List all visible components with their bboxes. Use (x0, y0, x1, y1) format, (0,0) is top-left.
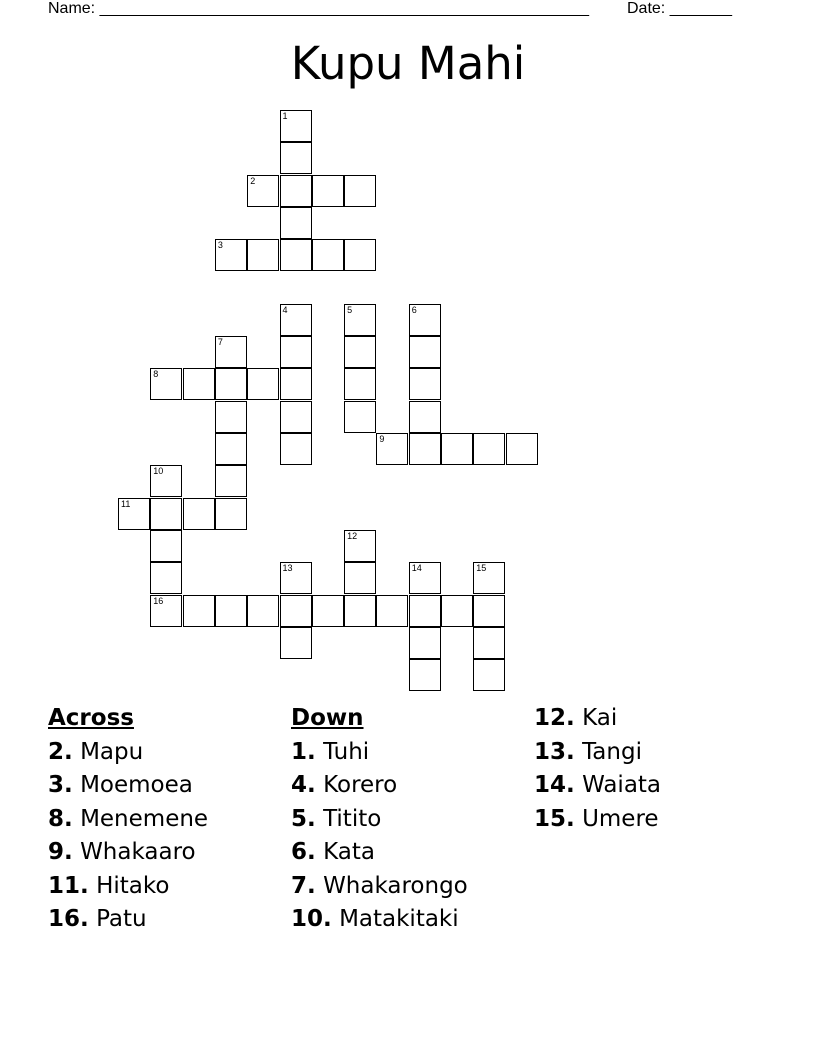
down-heading: Down (291, 705, 364, 731)
clue-down (291, 769, 468, 803)
clue-number: 3. (48, 772, 73, 798)
cell-number: 8 (153, 369, 159, 380)
crossword-cell[interactable] (280, 401, 312, 433)
crossword-cell[interactable] (280, 110, 312, 142)
crossword-cell[interactable] (183, 368, 215, 400)
clue-across (48, 736, 208, 770)
clue-number: 5. (291, 805, 316, 832)
clue-text: Hitako (96, 872, 170, 899)
crossword-cell[interactable] (183, 498, 215, 530)
crossword-cell[interactable] (150, 498, 182, 530)
clue-number: 7. (291, 872, 316, 899)
crossword-cell[interactable] (150, 530, 182, 562)
crossword-cell[interactable] (344, 562, 376, 594)
clue-text: Korero (323, 772, 398, 798)
crossword-cell[interactable] (150, 368, 182, 400)
clue-across (48, 903, 208, 937)
clue-text: Moemoea (80, 772, 193, 798)
crossword-cell[interactable] (376, 595, 408, 627)
cell-number: 15 (476, 563, 487, 574)
crossword-cell[interactable] (247, 239, 279, 271)
cell-number: 4 (282, 304, 288, 315)
crossword-cell[interactable] (312, 175, 344, 207)
clue-across (48, 769, 208, 803)
crossword-cell[interactable] (215, 336, 247, 368)
puzzle-title: Kupu Mahi (290, 37, 526, 90)
crossword-cell[interactable] (473, 433, 505, 465)
clue-number: 13. (534, 738, 575, 765)
clue-number: 1. (291, 738, 316, 765)
crossword-cell[interactable] (280, 239, 312, 271)
cell-number: 11 (121, 498, 131, 509)
crossword-cell[interactable] (473, 627, 505, 659)
clue-down (291, 903, 468, 937)
clue-down (291, 836, 468, 870)
clue-across (48, 870, 208, 904)
clue-down (534, 736, 661, 770)
crossword-cell[interactable] (215, 433, 247, 465)
crossword-cell[interactable] (409, 401, 441, 433)
clue-text: Kai (582, 705, 618, 731)
crossword-cell[interactable] (280, 304, 312, 336)
clue-text: Tuhi (323, 738, 370, 765)
across-heading: Across (48, 705, 134, 731)
clue-number: 4. (291, 772, 316, 798)
crossword-cell[interactable] (150, 465, 182, 497)
cell-number: 13 (282, 563, 293, 574)
crossword-cell[interactable] (247, 595, 279, 627)
clue-text: Patu (96, 906, 147, 932)
crossword-cell[interactable] (280, 142, 312, 174)
clue-text: Waiata (582, 772, 662, 798)
crossword-cell[interactable] (215, 595, 247, 627)
cell-number: 2 (250, 175, 256, 186)
crossword-cell[interactable] (280, 595, 312, 627)
crossword-cell[interactable] (280, 336, 312, 368)
clue-number: 11. (48, 872, 89, 899)
clue-down (534, 769, 661, 803)
clue-down (291, 736, 468, 770)
crossword-cell[interactable] (344, 530, 376, 562)
crossword-cell[interactable] (344, 175, 376, 207)
clue-text: Matakitaki (339, 906, 459, 932)
crossword-cell[interactable] (312, 239, 344, 271)
crossword-cell[interactable] (215, 368, 247, 400)
crossword-cell[interactable] (473, 595, 505, 627)
clue-text: Kata (323, 839, 375, 865)
clue-number: 8. (48, 805, 73, 832)
cell-number: 1 (282, 111, 288, 121)
crossword-cell[interactable] (280, 627, 312, 659)
cell-number: 5 (347, 304, 353, 315)
cell-number: 3 (217, 240, 223, 251)
crossword-cell[interactable] (344, 401, 376, 433)
cell-number: 9 (379, 434, 385, 444)
clue-number: 16. (48, 906, 89, 932)
crossword-cell[interactable] (344, 595, 376, 627)
crossword-cell[interactable] (215, 465, 247, 497)
crossword-cell[interactable] (247, 368, 279, 400)
clue-text: Titito (323, 805, 382, 832)
clue-text: Whakarongo (323, 872, 468, 899)
clue-down (291, 870, 468, 904)
clue-across (48, 836, 208, 870)
crossword-cell[interactable] (409, 595, 441, 627)
clue-number: 10. (291, 906, 332, 932)
clue-across (48, 803, 208, 837)
crossword-cell[interactable] (247, 175, 279, 207)
crossword-cell[interactable] (280, 175, 312, 207)
date-field-label: Date: _______ (627, 0, 732, 17)
crossword-cell[interactable] (280, 368, 312, 400)
crossword-cell[interactable] (344, 239, 376, 271)
crossword-cell[interactable] (441, 433, 473, 465)
clue-number: 12. (534, 705, 575, 731)
crossword-cell[interactable] (183, 595, 215, 627)
crossword-cell[interactable] (409, 659, 441, 691)
clue-number: 14. (534, 772, 575, 798)
clue-number: 6. (291, 839, 316, 865)
crossword-cell[interactable] (280, 433, 312, 465)
down-clues-continued (534, 702, 661, 836)
crossword-cell[interactable] (312, 595, 344, 627)
clue-down (291, 803, 468, 837)
crossword-cell[interactable] (344, 304, 376, 336)
clue-number: 9. (48, 839, 73, 865)
cell-number: 10 (153, 466, 164, 477)
crossword-cell[interactable] (409, 627, 441, 659)
clue-text: Umere (582, 805, 659, 832)
crossword-cell[interactable] (150, 595, 182, 627)
cell-number: 12 (347, 530, 358, 541)
crossword-cell[interactable] (409, 368, 441, 400)
cell-number: 14 (411, 563, 422, 574)
down-clues (291, 702, 468, 937)
clue-text: Whakaaro (80, 839, 196, 865)
crossword-cell[interactable] (344, 336, 376, 368)
clue-number: 15. (534, 805, 575, 832)
name-field-label: Name: _______________________________________________________ (48, 0, 589, 17)
clue-text: Tangi (582, 738, 642, 765)
crossword-cell[interactable] (118, 498, 150, 530)
cell-number: 6 (411, 304, 417, 315)
crossword-cell[interactable] (409, 336, 441, 368)
crossword-cell[interactable] (409, 562, 441, 594)
crossword-cell[interactable] (280, 562, 312, 594)
clue-down (534, 702, 661, 736)
clue-number: 2. (48, 738, 73, 765)
crossword-cell[interactable] (473, 562, 505, 594)
clue-down (534, 803, 661, 837)
crossword-cell[interactable] (215, 498, 247, 530)
clue-text: Mapu (80, 738, 144, 765)
crossword-cell[interactable] (409, 304, 441, 336)
crossword-cell[interactable] (376, 433, 408, 465)
crossword-cell[interactable] (150, 562, 182, 594)
clue-text: Menemene (80, 805, 209, 832)
crossword-cell[interactable] (280, 207, 312, 239)
crossword-cell[interactable] (215, 401, 247, 433)
crossword-cell[interactable] (473, 659, 505, 691)
crossword-cell[interactable] (215, 239, 247, 271)
across-clues (48, 702, 208, 937)
crossword-cell[interactable] (441, 595, 473, 627)
cell-number: 7 (217, 337, 223, 348)
crossword-cell[interactable] (409, 433, 441, 465)
crossword-cell[interactable] (344, 368, 376, 400)
cell-number: 16 (153, 595, 164, 606)
crossword-cell[interactable] (506, 433, 538, 465)
